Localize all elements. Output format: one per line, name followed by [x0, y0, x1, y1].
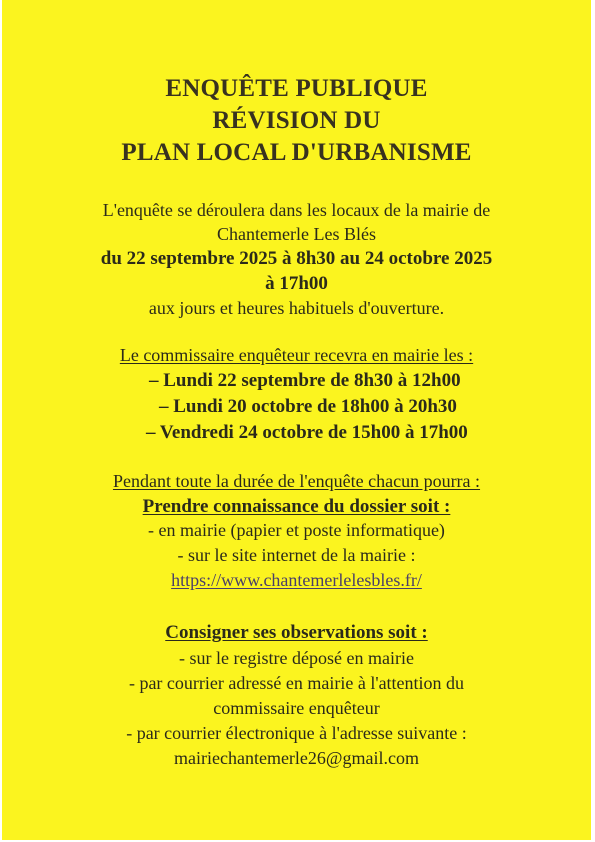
- observations-heading: Consigner ses observations soit :: [165, 622, 428, 643]
- intro-line-2: Chantemerle Les Blés: [217, 224, 376, 244]
- consultation-heading: Pendant toute la durée de l'enquête chacun pourra :: [112, 471, 481, 491]
- title-line-1: ENQUÊTE PUBLIQUE: [165, 75, 428, 102]
- observations-item-1: - sur le registre déposé en mairie: [179, 648, 414, 668]
- intro-dates-1: du 22 septembre 2025 à 8h30 au 24 octobre 2025: [100, 248, 493, 269]
- title-line-3: PLAN LOCAL D'URBANISME: [121, 139, 472, 166]
- notice-sheet: [2, 0, 591, 840]
- intro-line-1: L'enquête se déroulera dans les locaux de la mairie de: [102, 200, 491, 220]
- observations-item-3: - par courrier électronique à l'adresse suivante :: [126, 723, 467, 743]
- observations-item-2a: - par courrier adressé en mairie à l'attention du: [128, 673, 465, 693]
- notice-title: [2, 73, 591, 169]
- title-line-2: RÉVISION DU: [212, 107, 381, 134]
- permanence-3: – Vendredi 24 octobre de 15h00 à 17h00: [146, 422, 468, 443]
- permanence-1: – Lundi 22 septembre de 8h30 à 12h00: [149, 370, 461, 391]
- consultation-item-1: - en mairie (papier et poste informatique): [148, 520, 445, 540]
- intro-dates-2: à 17h00: [265, 273, 328, 294]
- consultation-item-2: - sur le site internet de la mairie :: [177, 545, 416, 565]
- website-link[interactable]: https://www.chantemerlelesbles.fr/: [171, 570, 422, 590]
- contact-email[interactable]: mairiechantemerle26@gmail.com: [174, 748, 419, 768]
- permanence-2: – Lundi 20 octobre de 18h00 à 20h30: [159, 396, 457, 417]
- commissaire-heading: Le commissaire enquêteur recevra en mairie les :: [119, 345, 474, 365]
- intro-hours: aux jours et heures habituels d'ouverture.: [148, 298, 445, 318]
- consultation-subheading: Prendre connaissance du dossier soit :: [142, 496, 451, 517]
- observations-item-2b: commissaire enquêteur: [213, 698, 380, 718]
